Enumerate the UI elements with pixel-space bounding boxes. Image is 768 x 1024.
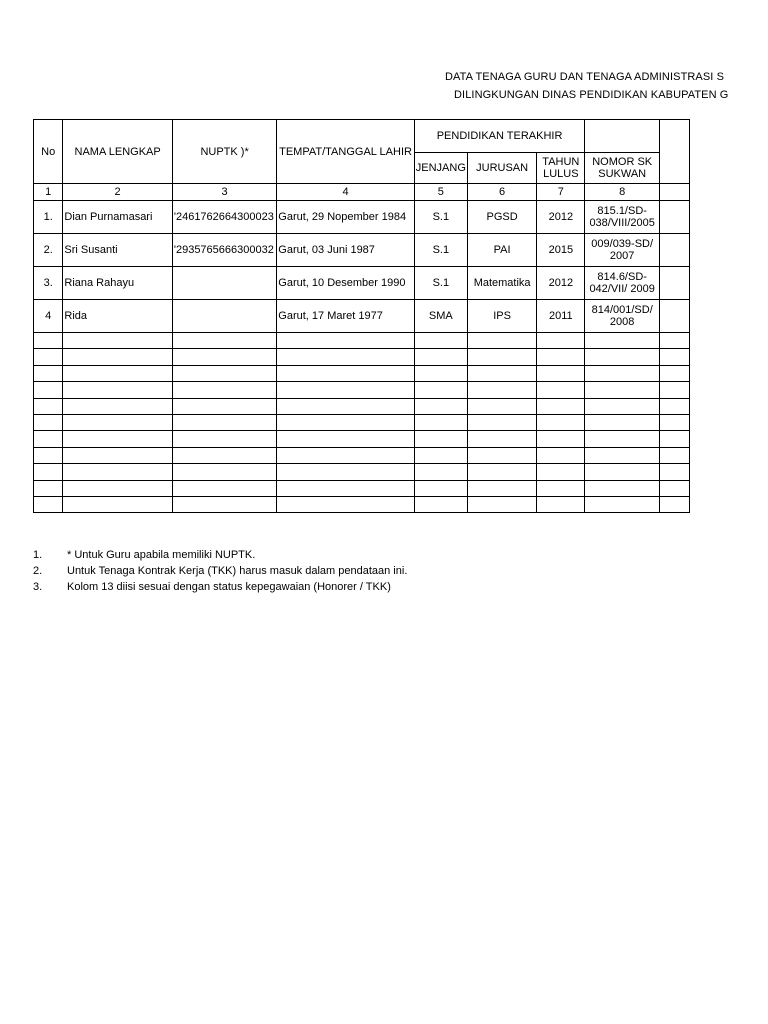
cell-overflow[interactable]	[660, 201, 690, 234]
empty-cell[interactable]	[467, 333, 536, 349]
cell-tahun[interactable]: 2015	[537, 234, 585, 267]
empty-row	[34, 496, 690, 512]
cell-nama[interactable]: Dian Purnamasari	[63, 201, 172, 234]
empty-cell[interactable]	[277, 431, 414, 447]
empty-cell[interactable]	[277, 382, 414, 398]
empty-cell[interactable]	[537, 365, 585, 381]
empty-cell[interactable]	[414, 447, 467, 463]
column-number: 3	[172, 184, 276, 201]
empty-cell[interactable]	[63, 333, 172, 349]
cell-tahun[interactable]: 2011	[537, 300, 585, 333]
empty-cell[interactable]	[537, 349, 585, 365]
data-table	[33, 119, 690, 513]
empty-cell[interactable]	[537, 382, 585, 398]
header-nomor-sk-sukwan: NOMOR SK SUKWAN	[585, 153, 660, 184]
column-number: 6	[467, 184, 536, 201]
cell-jenjang[interactable]: SMA	[414, 300, 467, 333]
empty-cell[interactable]	[414, 414, 467, 430]
header-nuptk: NUPTK )*	[172, 120, 276, 184]
header-overflow	[660, 120, 690, 184]
empty-cell[interactable]	[34, 431, 63, 447]
empty-row	[34, 431, 690, 447]
cell-jenjang[interactable]: S.1	[414, 267, 467, 300]
empty-cell[interactable]	[467, 464, 536, 480]
cell-jenjang[interactable]: S.1	[414, 234, 467, 267]
empty-cell[interactable]	[660, 398, 690, 414]
document-title-line1: DATA TENAGA GURU DAN TENAGA ADMINISTRASI S	[445, 71, 725, 83]
empty-cell[interactable]	[277, 398, 414, 414]
empty-cell[interactable]	[34, 414, 63, 430]
empty-cell[interactable]	[172, 480, 276, 496]
empty-cell[interactable]	[63, 447, 172, 463]
header-jenjang: JENJANG	[414, 153, 467, 184]
empty-cell[interactable]	[34, 365, 63, 381]
empty-row	[34, 398, 690, 414]
empty-cell[interactable]	[34, 349, 63, 365]
header-tahun-lulus: TAHUN LULUS	[537, 153, 585, 184]
empty-cell[interactable]	[660, 349, 690, 365]
table-row	[34, 267, 690, 300]
empty-cell[interactable]	[63, 398, 172, 414]
empty-cell[interactable]	[34, 333, 63, 349]
empty-cell[interactable]	[414, 464, 467, 480]
cell-jurusan[interactable]: PAI	[467, 234, 536, 267]
empty-cell[interactable]	[467, 365, 536, 381]
column-number: 7	[537, 184, 585, 201]
header-pendidikan-terakhir: PENDIDIKAN TERAKHIR	[414, 120, 585, 153]
empty-cell[interactable]	[63, 349, 172, 365]
empty-cell[interactable]	[537, 414, 585, 430]
cell-ttl[interactable]: Garut, 29 Nopember 1984	[277, 201, 414, 234]
empty-row	[34, 382, 690, 398]
empty-cell[interactable]	[34, 464, 63, 480]
empty-cell[interactable]	[537, 447, 585, 463]
cell-overflow[interactable]	[660, 267, 690, 300]
cell-jenjang[interactable]: S.1	[414, 201, 467, 234]
header-no: No	[34, 120, 63, 184]
table-row	[34, 234, 690, 267]
empty-cell[interactable]	[467, 447, 536, 463]
column-number: 5	[414, 184, 467, 201]
footnote-text: Untuk Tenaga Kontrak Kerja (TKK) harus masuk dalam pendataan ini.	[67, 565, 408, 577]
cell-sk[interactable]: 814/001/SD/ 2008	[585, 300, 660, 333]
empty-cell[interactable]	[414, 431, 467, 447]
table-row	[34, 300, 690, 333]
cell-tahun[interactable]: 2012	[537, 201, 585, 234]
empty-cell[interactable]	[660, 365, 690, 381]
cell-jurusan[interactable]: PGSD	[467, 201, 536, 234]
empty-cell[interactable]	[63, 464, 172, 480]
cell-no[interactable]: 1.	[34, 201, 63, 234]
empty-cell[interactable]	[414, 398, 467, 414]
empty-cell[interactable]	[585, 480, 660, 496]
table-row	[34, 201, 690, 234]
header-tempat-tanggal-lahir: TEMPAT/TANGGAL LAHIR	[277, 120, 414, 184]
empty-cell[interactable]	[467, 414, 536, 430]
header-blank	[585, 120, 660, 153]
empty-cell[interactable]	[585, 398, 660, 414]
empty-cell[interactable]	[63, 480, 172, 496]
cell-overflow[interactable]	[660, 300, 690, 333]
empty-cell[interactable]	[34, 496, 63, 512]
empty-cell[interactable]	[537, 496, 585, 512]
empty-cell[interactable]	[537, 464, 585, 480]
empty-cell[interactable]	[537, 480, 585, 496]
cell-ttl[interactable]: Garut, 17 Maret 1977	[277, 300, 414, 333]
empty-cell[interactable]	[414, 382, 467, 398]
empty-cell[interactable]	[172, 365, 276, 381]
empty-cell[interactable]	[277, 365, 414, 381]
column-number: 4	[277, 184, 414, 201]
empty-cell[interactable]	[537, 333, 585, 349]
cell-sk[interactable]: 815.1/SD-038/VIII/2005	[585, 201, 660, 234]
cell-nuptk[interactable]: '2461762664300023	[172, 201, 276, 234]
empty-cell[interactable]	[172, 414, 276, 430]
empty-cell[interactable]	[585, 414, 660, 430]
column-number: 1	[34, 184, 63, 201]
footnote-number: 2.	[33, 565, 43, 577]
cell-nuptk[interactable]	[172, 300, 276, 333]
empty-cell[interactable]	[467, 398, 536, 414]
empty-cell[interactable]	[34, 480, 63, 496]
empty-row	[34, 349, 690, 365]
empty-cell[interactable]	[63, 431, 172, 447]
footnote-text: * Untuk Guru apabila memiliki NUPTK.	[67, 549, 256, 561]
empty-cell[interactable]	[63, 382, 172, 398]
cell-jurusan[interactable]: Matematika	[467, 267, 536, 300]
empty-cell[interactable]	[660, 382, 690, 398]
empty-cell[interactable]	[277, 464, 414, 480]
header-jurusan: JURUSAN	[467, 153, 536, 184]
empty-row	[34, 333, 690, 349]
empty-cell[interactable]	[467, 496, 536, 512]
empty-cell[interactable]	[585, 365, 660, 381]
column-number: 2	[63, 184, 172, 201]
footnote-text: Kolom 13 diisi sesuai dengan status kepegawaian (Honorer / TKK)	[67, 581, 391, 593]
column-number-overflow	[660, 184, 690, 201]
cell-nama[interactable]: Rida	[63, 300, 172, 333]
empty-cell[interactable]	[467, 382, 536, 398]
empty-cell[interactable]	[585, 349, 660, 365]
cell-nuptk[interactable]	[172, 267, 276, 300]
empty-cell[interactable]	[63, 365, 172, 381]
empty-cell[interactable]	[585, 447, 660, 463]
cell-no[interactable]: 2.	[34, 234, 63, 267]
column-number-row	[34, 184, 690, 201]
empty-cell[interactable]	[172, 496, 276, 512]
empty-cell[interactable]	[172, 349, 276, 365]
cell-sk[interactable]: 009/039-SD/ 2007	[585, 234, 660, 267]
cell-sk[interactable]: 814.6/SD-042/VII/ 2009	[585, 267, 660, 300]
empty-cell[interactable]	[172, 431, 276, 447]
empty-cell[interactable]	[277, 447, 414, 463]
cell-tahun[interactable]: 2012	[537, 267, 585, 300]
empty-cell[interactable]	[660, 464, 690, 480]
cell-nama[interactable]: Riana Rahayu	[63, 267, 172, 300]
empty-cell[interactable]	[172, 398, 276, 414]
empty-cell[interactable]	[172, 382, 276, 398]
empty-cell[interactable]	[63, 496, 172, 512]
column-number: 8	[585, 184, 660, 201]
empty-cell[interactable]	[537, 398, 585, 414]
empty-cell[interactable]	[585, 464, 660, 480]
empty-cell[interactable]	[660, 431, 690, 447]
empty-cell[interactable]	[660, 333, 690, 349]
empty-cell[interactable]	[277, 496, 414, 512]
empty-cell[interactable]	[467, 431, 536, 447]
empty-cell[interactable]	[537, 431, 585, 447]
cell-nama[interactable]: Sri Susanti	[63, 234, 172, 267]
empty-cell[interactable]	[585, 382, 660, 398]
footnote-number: 1.	[33, 549, 43, 561]
footnote-number: 3.	[33, 581, 43, 593]
empty-cell[interactable]	[585, 431, 660, 447]
cell-ttl[interactable]: Garut, 10 Desember 1990	[277, 267, 414, 300]
cell-no[interactable]: 3.	[34, 267, 63, 300]
header-nama-lengkap: NAMA LENGKAP	[63, 120, 172, 184]
empty-cell[interactable]	[467, 480, 536, 496]
empty-cell[interactable]	[172, 464, 276, 480]
cell-ttl[interactable]: Garut, 03 Juni 1987	[277, 234, 414, 267]
empty-cell[interactable]	[414, 365, 467, 381]
empty-cell[interactable]	[467, 349, 536, 365]
cell-nuptk[interactable]: '2935765666300032	[172, 234, 276, 267]
empty-cell[interactable]	[34, 382, 63, 398]
empty-row	[34, 464, 690, 480]
empty-cell[interactable]	[660, 447, 690, 463]
empty-row	[34, 365, 690, 381]
empty-cell[interactable]	[277, 414, 414, 430]
empty-row	[34, 414, 690, 430]
empty-cell[interactable]	[414, 496, 467, 512]
empty-cell[interactable]	[585, 333, 660, 349]
empty-cell[interactable]	[414, 480, 467, 496]
empty-cell[interactable]	[277, 349, 414, 365]
document-title-line2: DILINGKUNGAN DINAS PENDIDIKAN KABUPATEN G	[454, 89, 729, 101]
empty-row	[34, 447, 690, 463]
cell-overflow[interactable]	[660, 234, 690, 267]
empty-cell[interactable]	[172, 333, 276, 349]
empty-cell[interactable]	[414, 349, 467, 365]
cell-no[interactable]: 4	[34, 300, 63, 333]
empty-row	[34, 480, 690, 496]
empty-cell[interactable]	[660, 496, 690, 512]
empty-cell[interactable]	[585, 496, 660, 512]
empty-cell[interactable]	[172, 447, 276, 463]
empty-cell[interactable]	[34, 398, 63, 414]
empty-cell[interactable]	[414, 333, 467, 349]
empty-cell[interactable]	[660, 480, 690, 496]
empty-cell[interactable]	[63, 414, 172, 430]
empty-cell[interactable]	[277, 480, 414, 496]
empty-cell[interactable]	[34, 447, 63, 463]
empty-cell[interactable]	[660, 414, 690, 430]
cell-jurusan[interactable]: IPS	[467, 300, 536, 333]
empty-cell[interactable]	[277, 333, 414, 349]
